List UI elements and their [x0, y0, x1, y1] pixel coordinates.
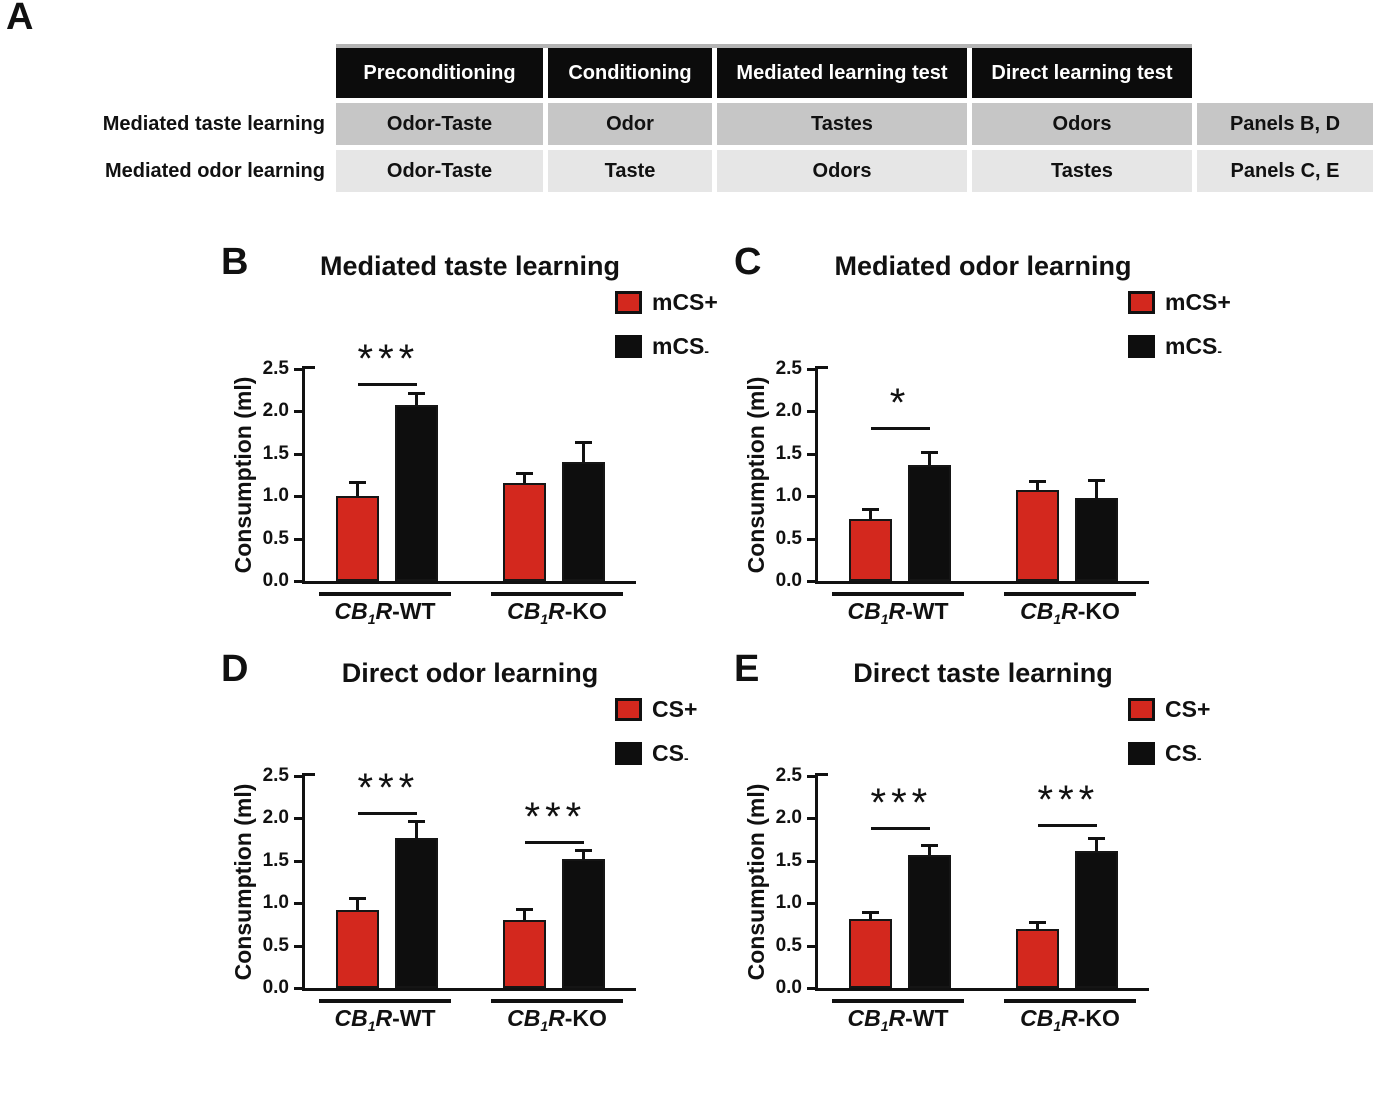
significance-stars: *** — [357, 337, 420, 382]
legend-label: mCS+ — [652, 289, 718, 315]
bar-cs- — [908, 855, 951, 988]
error-bar-cap — [408, 820, 425, 823]
significance-line — [1038, 824, 1097, 827]
group-label-part: CB — [334, 598, 368, 624]
group-label-part: R — [548, 1005, 565, 1031]
legend-label: mCS- — [652, 333, 710, 359]
group-label-part: -WT — [392, 598, 436, 624]
bar-cs+ — [336, 910, 379, 988]
y-tick — [807, 368, 816, 371]
error-bar-cap — [921, 451, 938, 454]
group-label-part: 1 — [1053, 1018, 1062, 1034]
group-label-part: R — [1061, 1005, 1078, 1031]
y-tick-label: 1.5 — [262, 442, 289, 464]
bar-cs- — [562, 859, 605, 988]
group-label-part: -KO — [1077, 598, 1120, 624]
group-label-part: R — [375, 598, 393, 624]
x-axis — [815, 988, 1149, 991]
group-label — [808, 598, 988, 625]
group-label-part: -KO — [564, 598, 607, 624]
error-bar-cap — [408, 392, 425, 395]
error-bar-stem — [415, 822, 418, 838]
bar-mcs+ — [503, 483, 546, 581]
error-bar-cap — [1088, 479, 1105, 482]
panel-c-plot — [728, 245, 1243, 645]
error-bar-stem — [928, 846, 931, 855]
bar-mcs- — [562, 462, 605, 581]
bar-mcs- — [395, 405, 438, 581]
legend-sign: + — [1196, 696, 1211, 722]
table-cell: Odor-Taste — [336, 150, 543, 192]
y-tick-label: 2.0 — [775, 400, 802, 422]
legend-sign: - — [704, 343, 710, 359]
table-cell-panels-ref: Panels C, E — [1197, 150, 1373, 192]
bar-mcs- — [908, 465, 951, 581]
error-bar-cap — [1088, 837, 1105, 840]
y-tick-label: 0.5 — [775, 934, 802, 956]
legend-label: CS+ — [1165, 696, 1211, 722]
y-tick-label: 0.5 — [775, 527, 802, 549]
group-label — [980, 598, 1160, 625]
bar-mcs- — [1075, 498, 1118, 581]
x-axis — [815, 581, 1149, 584]
significance-line — [358, 812, 417, 815]
group-label-part: 1 — [367, 611, 376, 627]
table-cell: Odors — [717, 150, 967, 192]
panel-d-plot — [215, 652, 730, 1052]
panel-b — [215, 241, 730, 645]
table-header-preconditioning: Preconditioning — [336, 48, 543, 98]
table-header-direct-learning-test: Direct learning test — [972, 48, 1192, 98]
group-underline — [832, 592, 964, 596]
y-tick-label: 1.0 — [262, 485, 289, 507]
bar-cs+ — [503, 920, 546, 988]
x-axis — [302, 988, 636, 991]
legend-sign: + — [1217, 289, 1231, 315]
y-tick-label: 0.0 — [262, 570, 289, 591]
significance-line — [871, 827, 930, 830]
bar-mcs+ — [336, 496, 379, 581]
legend-label: CS+ — [652, 696, 698, 722]
y-tick-label: 2.5 — [262, 765, 289, 786]
y-tick-label: 0.0 — [775, 977, 802, 998]
bar-cs- — [1075, 851, 1118, 988]
y-tick — [294, 538, 303, 541]
table-cell: Odor — [548, 103, 712, 145]
error-bar-cap — [575, 849, 592, 852]
error-bar-cap — [1029, 921, 1046, 924]
group-label — [467, 598, 647, 625]
panel-b-letter: B — [221, 241, 249, 283]
y-tick — [294, 495, 303, 498]
group-underline — [319, 999, 451, 1003]
y-tick — [807, 902, 816, 905]
significance-line — [525, 841, 584, 844]
significance-stars: *** — [870, 780, 933, 825]
legend-sign: + — [704, 289, 718, 315]
group-underline — [1004, 999, 1136, 1003]
y-tick-label: 1.5 — [262, 849, 289, 871]
x-axis — [302, 581, 636, 584]
legend-sign: - — [1196, 750, 1202, 766]
y-axis — [815, 366, 818, 584]
group-label-part: CB — [334, 1005, 368, 1031]
panel-d-letter: D — [221, 648, 249, 690]
table-row-label: Mediated taste learning — [88, 103, 331, 145]
panel-e — [728, 648, 1243, 1052]
group-label — [295, 1005, 475, 1032]
table-row-label: Mediated odor learning — [88, 150, 331, 192]
y-tick-label: 1.0 — [262, 892, 289, 914]
y-tick — [294, 945, 303, 948]
y-tick — [807, 495, 816, 498]
y-tick — [294, 860, 303, 863]
y-tick — [807, 453, 816, 456]
panel-c-title: Mediated odor learning — [834, 251, 1132, 281]
y-tick — [294, 368, 303, 371]
table-cell: Odor-Taste — [336, 103, 543, 145]
y-tick — [807, 817, 816, 820]
legend-label: CS- — [1165, 740, 1202, 766]
panel-b-plot — [215, 245, 730, 645]
panel-d — [215, 648, 730, 1052]
legend-label: mCS+ — [1165, 289, 1231, 315]
group-label-part: R — [1061, 598, 1078, 624]
error-bar-cap — [516, 908, 533, 911]
group-label-part: R — [888, 598, 906, 624]
y-tick — [807, 538, 816, 541]
group-label-part: CB — [507, 598, 541, 624]
error-bar-cap — [349, 897, 366, 900]
group-label-part: -WT — [905, 598, 949, 624]
error-bar-stem — [1095, 839, 1098, 851]
group-label — [467, 1005, 647, 1032]
group-label-part: 1 — [540, 611, 549, 627]
y-tick — [294, 453, 303, 456]
group-underline — [319, 592, 451, 596]
y-axis-label: Consumption (ml) — [743, 783, 769, 981]
y-axis-top-hook — [815, 773, 828, 776]
error-bar-cap — [516, 472, 533, 475]
y-tick — [807, 860, 816, 863]
legend-sign: + — [683, 696, 698, 722]
y-tick-label: 1.0 — [775, 892, 802, 914]
group-label-part: -KO — [1077, 1005, 1120, 1031]
panel-d-title: Direct odor learning — [341, 658, 599, 688]
group-label-part: CB — [847, 1005, 881, 1031]
legend-sign: - — [1217, 343, 1223, 359]
panel-c — [728, 241, 1243, 645]
group-label-part: CB — [847, 598, 881, 624]
panel-c-letter: C — [734, 241, 762, 283]
bar-cs+ — [1016, 929, 1059, 988]
y-tick-label: 2.0 — [262, 807, 289, 829]
group-label-part: 1 — [1053, 611, 1062, 627]
group-label-part: CB — [1020, 1005, 1054, 1031]
error-bar-cap — [921, 844, 938, 847]
legend-sign: - — [683, 750, 689, 766]
table-cell: Tastes — [717, 103, 967, 145]
y-tick — [294, 775, 303, 778]
group-label — [295, 598, 475, 625]
y-tick-label: 1.5 — [775, 442, 802, 464]
error-bar-stem — [1036, 482, 1039, 490]
error-bar-stem — [415, 394, 418, 405]
table-cell: Tastes — [972, 150, 1192, 192]
y-tick-label: 2.5 — [775, 765, 802, 786]
error-bar-cap — [862, 508, 879, 511]
y-tick-label: 0.5 — [262, 934, 289, 956]
group-underline — [491, 999, 623, 1003]
group-label-part: 1 — [880, 1018, 889, 1034]
y-axis-top-hook — [302, 773, 315, 776]
error-bar-cap — [349, 481, 366, 484]
table-corner-spacer — [88, 48, 331, 98]
error-bar-stem — [1095, 481, 1098, 498]
error-bar-stem — [582, 443, 585, 463]
group-underline — [491, 592, 623, 596]
table-cell-panels-ref: Panels B, D — [1197, 103, 1373, 145]
group-underline — [832, 999, 964, 1003]
y-tick — [294, 410, 303, 413]
significance-stars: * — [889, 380, 911, 425]
y-tick-label: 1.0 — [775, 485, 802, 507]
group-label — [980, 1005, 1160, 1032]
y-tick — [807, 945, 816, 948]
error-bar-cap — [575, 441, 592, 444]
significance-stars: *** — [357, 766, 420, 811]
panel-e-title: Direct taste learning — [853, 658, 1113, 688]
panel-b-title: Mediated taste learning — [319, 251, 621, 281]
table-header-mediated-learning-test: Mediated learning test — [717, 48, 967, 98]
y-axis-top-hook — [302, 366, 315, 369]
legend-label: mCS- — [1165, 333, 1223, 359]
y-tick-label: 2.0 — [262, 400, 289, 422]
significance-line — [871, 427, 930, 430]
significance-line — [358, 383, 417, 386]
bar-cs+ — [849, 919, 892, 988]
experiment-design-table — [88, 48, 1373, 192]
group-label-part: R — [888, 1005, 906, 1031]
y-axis-top-hook — [815, 366, 828, 369]
bar-mcs+ — [1016, 490, 1059, 581]
y-tick-label: 0.0 — [775, 570, 802, 591]
y-axis-label: Consumption (ml) — [230, 376, 256, 574]
group-label-part: R — [375, 1005, 393, 1031]
bar-cs- — [395, 838, 438, 988]
group-label-part: 1 — [540, 1018, 549, 1034]
y-tick-label: 2.5 — [262, 358, 289, 379]
group-label-part: CB — [507, 1005, 541, 1031]
bar-mcs+ — [849, 519, 892, 581]
error-bar-stem — [582, 851, 585, 859]
significance-stars: *** — [524, 795, 587, 840]
error-bar-cap — [862, 911, 879, 914]
panel-e-plot — [728, 652, 1243, 1052]
y-tick — [807, 775, 816, 778]
significance-stars: *** — [1037, 778, 1100, 823]
y-tick-label: 1.5 — [775, 849, 802, 871]
table-header-spacer — [1197, 48, 1373, 98]
error-bar-stem — [869, 510, 872, 519]
panel-a-letter: A — [6, 0, 34, 38]
group-label-part: 1 — [880, 611, 889, 627]
error-bar-stem — [523, 474, 526, 483]
y-tick — [807, 410, 816, 413]
error-bar-stem — [928, 453, 931, 465]
group-label-part: -WT — [392, 1005, 436, 1031]
y-axis — [302, 366, 305, 584]
group-label-part: -KO — [564, 1005, 607, 1031]
group-label — [808, 1005, 988, 1032]
error-bar-stem — [356, 483, 359, 496]
error-bar-stem — [356, 899, 359, 910]
group-label-part: 1 — [367, 1018, 376, 1034]
panel-e-letter: E — [734, 648, 760, 690]
table-header-conditioning: Conditioning — [548, 48, 712, 98]
group-underline — [1004, 592, 1136, 596]
y-axis — [815, 773, 818, 991]
y-tick-label: 2.0 — [775, 807, 802, 829]
error-bar-stem — [523, 910, 526, 920]
y-tick-label: 2.5 — [775, 358, 802, 379]
table-cell: Taste — [548, 150, 712, 192]
y-axis-label: Consumption (ml) — [230, 783, 256, 981]
error-bar-cap — [1029, 480, 1046, 483]
y-tick-label: 0.5 — [262, 527, 289, 549]
y-axis-label: Consumption (ml) — [743, 376, 769, 574]
y-axis — [302, 773, 305, 991]
group-label-part: -WT — [905, 1005, 949, 1031]
y-tick — [294, 902, 303, 905]
error-bar-stem — [869, 913, 872, 920]
y-tick — [294, 817, 303, 820]
table-cell: Odors — [972, 103, 1192, 145]
y-tick-label: 0.0 — [262, 977, 289, 998]
legend-label: CS- — [652, 740, 689, 766]
group-label-part: CB — [1020, 598, 1054, 624]
group-label-part: R — [548, 598, 565, 624]
